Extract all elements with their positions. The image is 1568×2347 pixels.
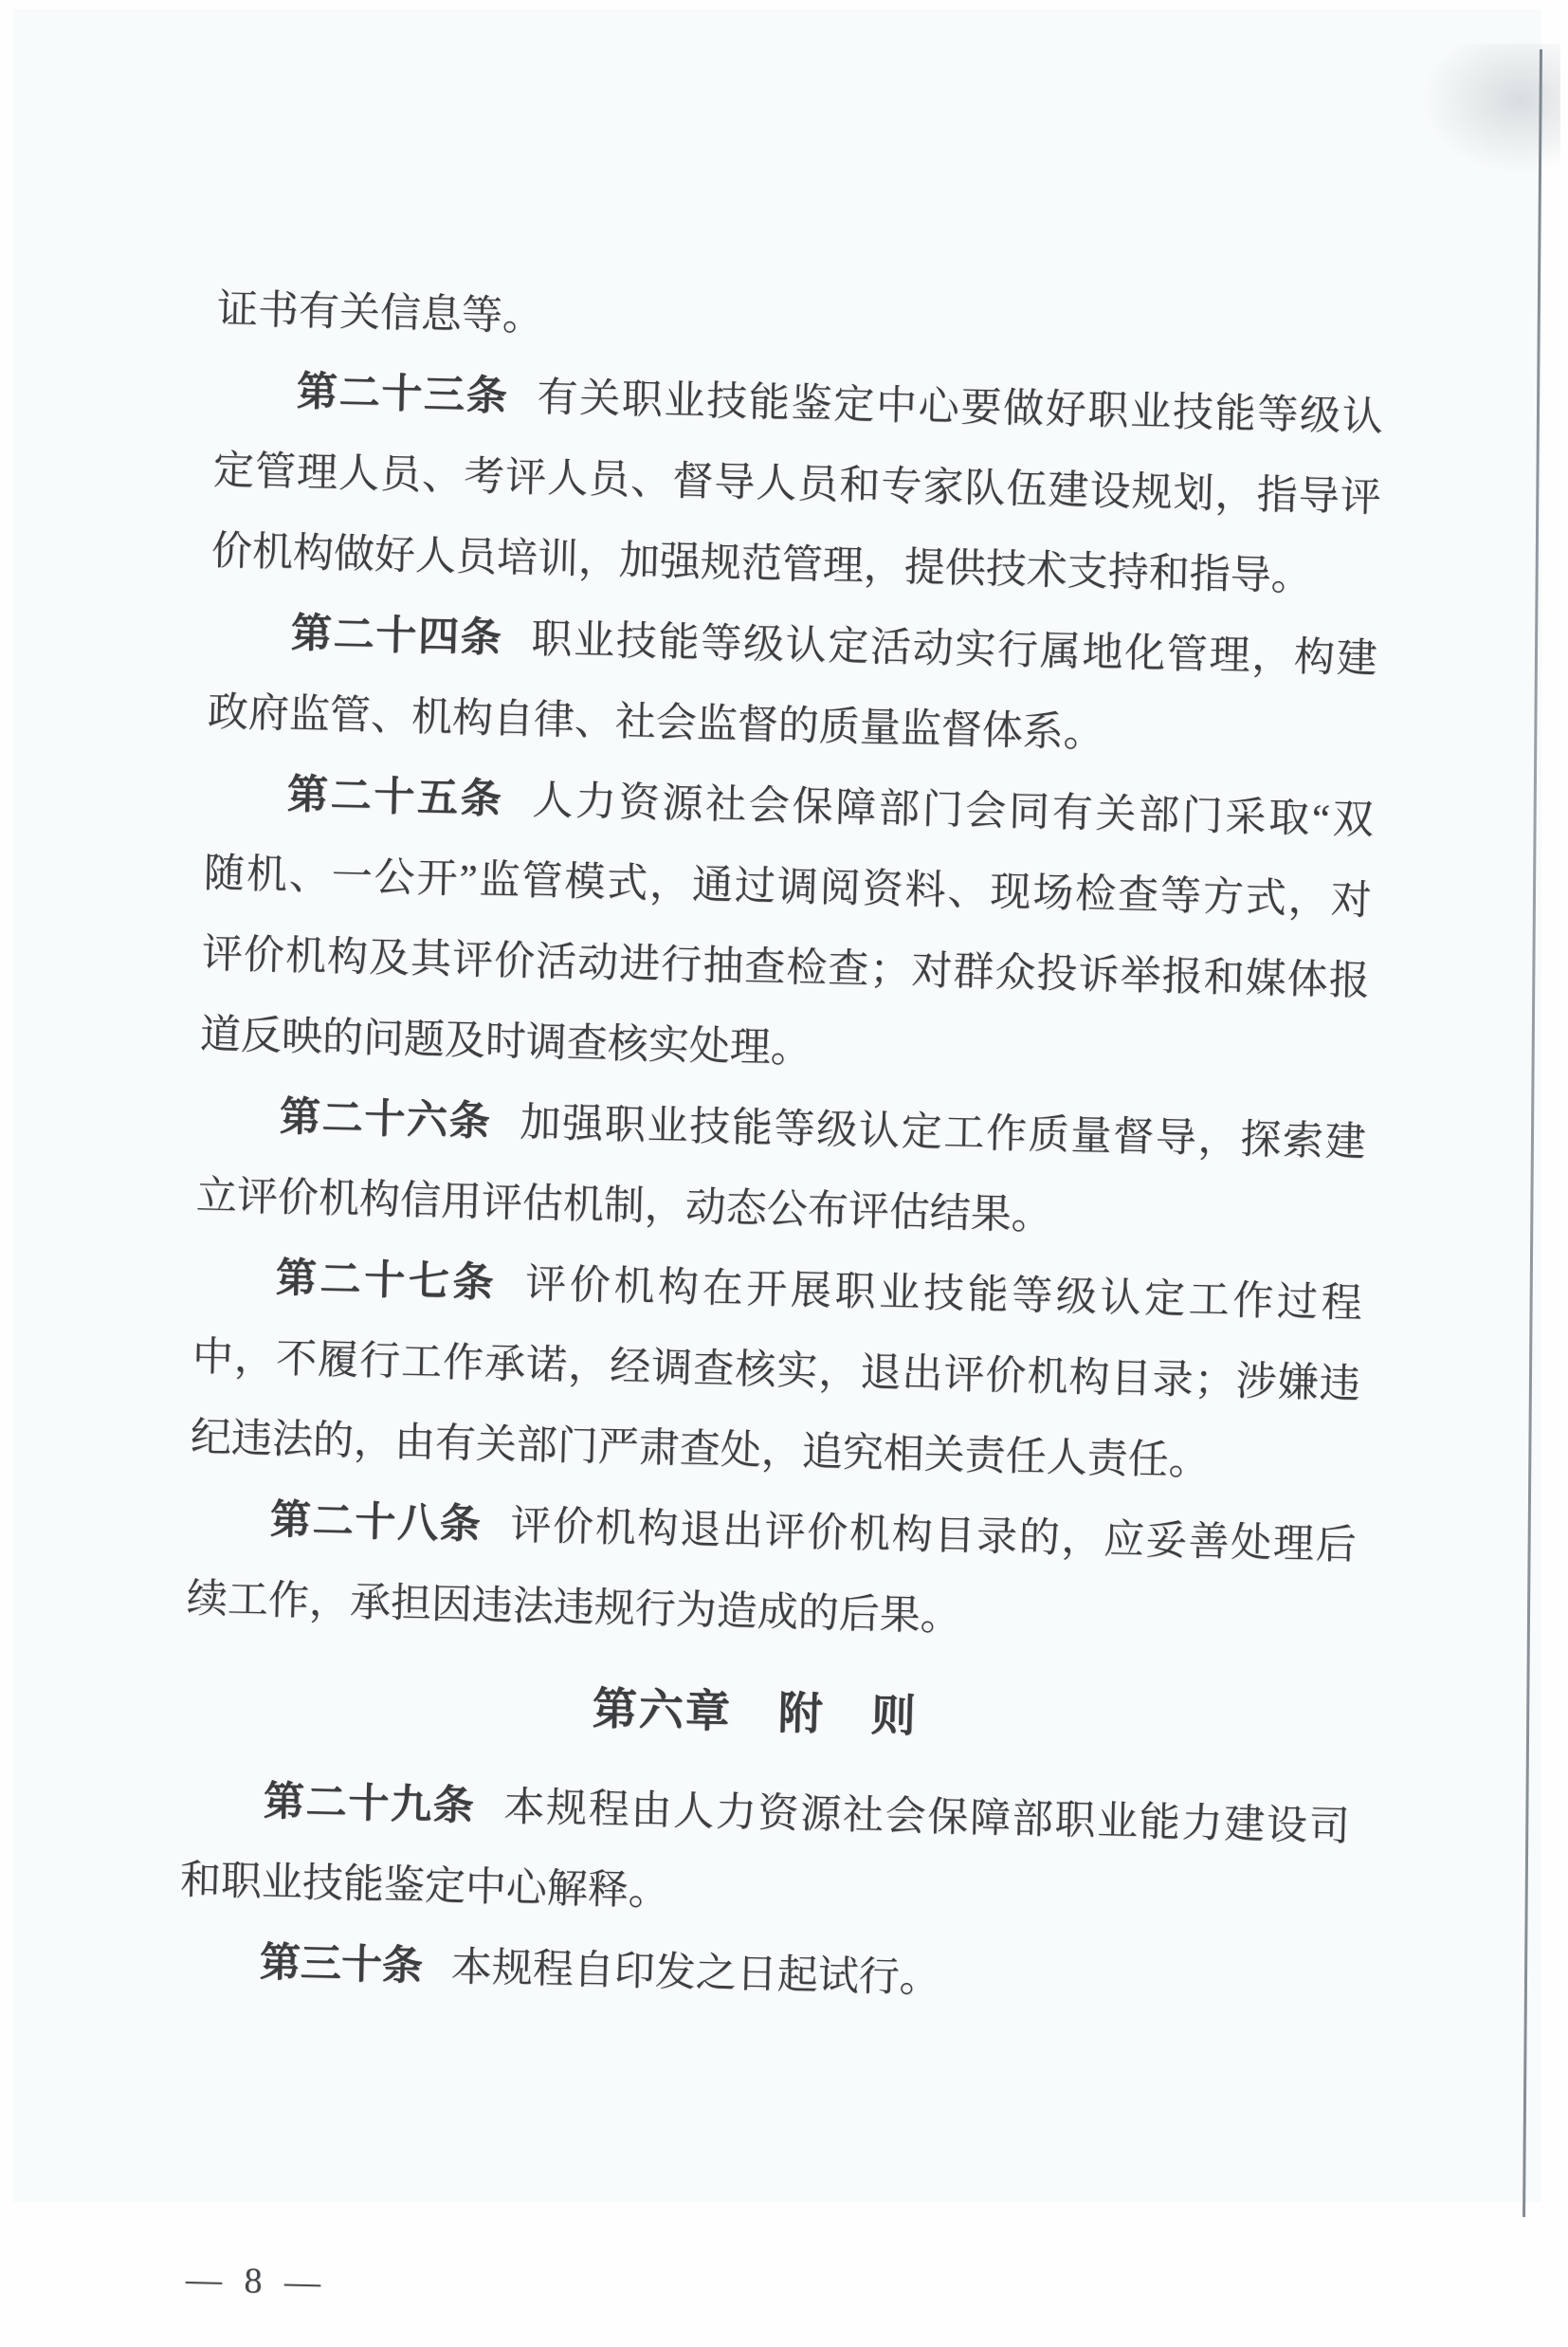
article-number: 第二十三条 xyxy=(296,369,510,420)
article-number: 第二十七条 xyxy=(275,1256,498,1307)
text-line: 续工作，承担因违法违规行为造成的后果。 xyxy=(186,1576,962,1640)
text-line: 证书有关信息等。 xyxy=(216,286,544,340)
line-text: 评价机构在开展职业技能等级认定工作过程 xyxy=(524,1261,1363,1327)
line-text: 本规程由人力资源社会保障部职业能力建设司 xyxy=(502,1785,1351,1850)
text-line: 立评价机构信用评估机制，动态公布评估结果。 xyxy=(195,1173,1053,1238)
page-number: — 8 — xyxy=(185,2259,328,2303)
text-line: 和职业技能鉴定中心解释。 xyxy=(179,1858,670,1915)
line-text: 加强职业技能等级认定工作质量督导，探索建 xyxy=(519,1100,1367,1165)
text-line: 中，不履行工作承诺，经调查核实，退出评价机构目录；涉嫌违 xyxy=(191,1334,1361,1407)
article-number: 第二十八条 xyxy=(269,1497,483,1548)
line-text: 评价机构退出评价机构目录的，应妥善处理后 xyxy=(509,1503,1358,1568)
text-line: 定管理人员、考评人员、督导人员和专家队伍建设规划，指导评 xyxy=(212,448,1382,521)
text-line: 随机、一公开”监管模式，通过调阅资料、现场检查等方式，对 xyxy=(203,851,1373,924)
text-line: 评价机构及其评价活动进行抽查检查；对群众投诉举报和媒体报 xyxy=(201,931,1371,1004)
text-line: 政府监管、机构自律、社会监督的质量监督体系。 xyxy=(207,689,1105,757)
article-number: 第三十条 xyxy=(259,1940,424,1989)
line-text: 人力资源社会保障部门会同有关部门采取“双 xyxy=(531,778,1375,843)
article-number: 第二十六条 xyxy=(279,1094,492,1146)
line-text: 有关职业技能鉴定中心要做好职业技能等级认 xyxy=(536,375,1384,440)
line-text: 本规程自印发之日起试行。 xyxy=(450,1945,941,2002)
document-body xyxy=(177,269,1386,2303)
article-number: 第二十九条 xyxy=(263,1779,476,1829)
text-line: 道反映的问题及时调查核实处理。 xyxy=(199,1012,812,1072)
text-line: 价机构做好人员培训，加强规范管理，提供技术支持和指导。 xyxy=(210,528,1313,600)
chapter-heading: 第六章 附 则 xyxy=(592,1684,919,1742)
text-line: 纪违法的，由有关部门严肃查处，追究相关责任人责任。 xyxy=(190,1415,1211,1484)
line-text: 职业技能等级认定活动实行属地化管理，构建 xyxy=(530,616,1378,682)
article-number: 第二十四条 xyxy=(290,611,504,662)
article-number: 第二十五条 xyxy=(286,772,504,823)
